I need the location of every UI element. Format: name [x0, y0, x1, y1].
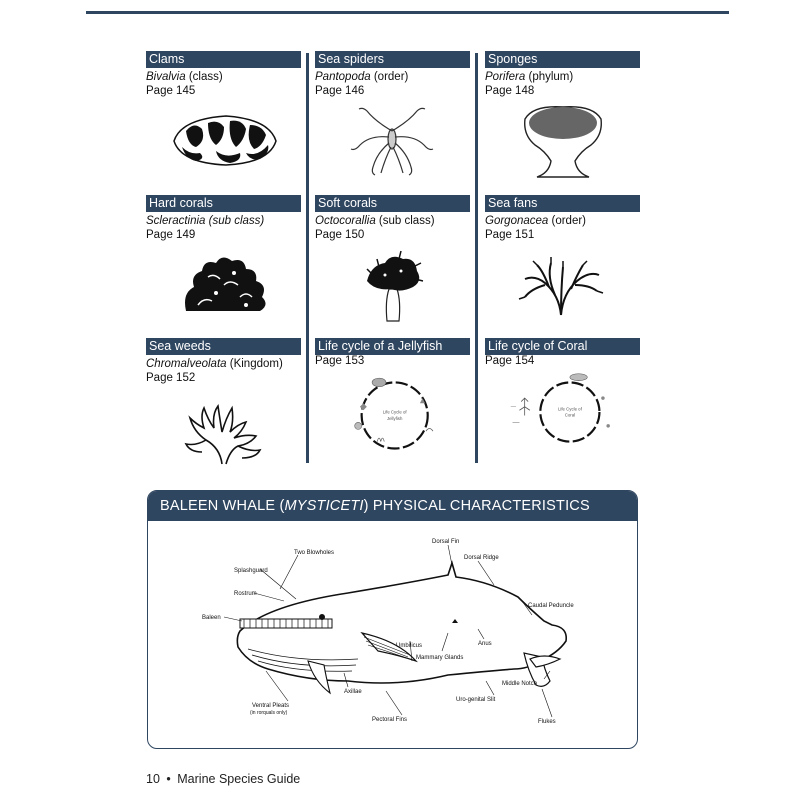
lifecycle-card-coral[interactable] [485, 338, 640, 468]
species-card-sea-spiders[interactable] [315, 51, 470, 181]
label-baleen: Baleen [202, 615, 221, 621]
card-taxonomy: Chromalveolata (Kingdom) [146, 358, 283, 370]
species-card-sea-fans[interactable] [485, 195, 640, 325]
card-page: Page 148 [485, 85, 535, 97]
card-page: Page 145 [146, 85, 196, 97]
clam-icon [146, 101, 301, 181]
card-title: Life cycle of a Jellyfish [315, 338, 470, 355]
card-page: Page 150 [315, 229, 365, 241]
column-divider-1 [306, 53, 309, 463]
species-card-sea-weeds[interactable] [146, 338, 301, 468]
card-page: Page 153 [315, 355, 365, 367]
label-caudal-peduncle: Caudal Peduncle [528, 603, 574, 609]
label-middle-notch: Middle Notch [502, 681, 538, 687]
card-title: Hard corals [146, 195, 301, 212]
page-footer [146, 772, 300, 786]
card-page: Page 152 [146, 372, 196, 384]
species-card-sponges[interactable] [485, 51, 640, 181]
label-ventral-pleats-note: (in rorquals only) [250, 710, 288, 716]
hard-coral-icon [146, 245, 301, 325]
species-card-hard-corals[interactable] [146, 195, 301, 325]
card-page: Page 149 [146, 229, 196, 241]
coral-lifecycle-label-2: Coral [564, 412, 576, 418]
label-umbilicus: Umbilicus [396, 643, 423, 649]
card-title: Soft corals [315, 195, 470, 212]
sea-spider-icon [315, 101, 470, 181]
jellyfish-lifecycle-icon [315, 372, 470, 464]
card-page: Page 154 [485, 355, 535, 367]
sea-fan-icon [485, 245, 640, 325]
card-taxonomy: Scleractinia (sub class) [146, 215, 265, 227]
coral-lifecycle-icon [485, 372, 640, 464]
card-title: Life cycle of Coral [485, 338, 640, 355]
footer-bullet: • [166, 772, 171, 786]
label-flukes: Flukes [538, 719, 556, 725]
label-ventral-pleats: Ventral Pleats [252, 703, 290, 709]
card-taxonomy: Octocorallia (sub class) [315, 215, 435, 227]
label-axillae: Axillae [344, 689, 362, 695]
column-divider-2 [475, 53, 478, 463]
page-number: 10 [146, 772, 160, 786]
label-uro-genital-slit: Uro-genital Slit [456, 697, 496, 703]
card-title: Sponges [485, 51, 640, 68]
species-card-clams[interactable] [146, 51, 301, 181]
label-two-blowholes: Two Blowholes [294, 550, 335, 556]
card-taxonomy: Bivalvia (class) [146, 71, 223, 83]
label-rostrum: Rostrum [234, 591, 257, 597]
label-mammary-glands: Mammary Glands [416, 655, 464, 661]
sponge-icon [485, 101, 640, 181]
jellyfish-lifecycle-label-2: Jellyfish [386, 415, 403, 421]
footer-title: Marine Species Guide [177, 772, 301, 786]
card-page: Page 151 [485, 229, 535, 241]
label-pectoral-fins: Pectoral Fins [372, 717, 408, 723]
lifecycle-card-jellyfish[interactable] [315, 338, 470, 468]
seaweed-icon [146, 388, 301, 468]
baleen-whale-panel [147, 490, 638, 749]
panel-title: BALEEN WHALE (MYSTICETI) PHYSICAL CHARACTERISTICS [148, 491, 637, 521]
top-rule [86, 11, 729, 14]
card-taxonomy: Gorgonacea (order) [485, 215, 587, 227]
coral-lifecycle-label: Life Cycle of [557, 406, 582, 412]
jellyfish-lifecycle-label: Life Cycle of [382, 409, 407, 415]
label-dorsal-fin: Dorsal Fin [432, 539, 460, 545]
card-title: Sea weeds [146, 338, 301, 355]
card-taxonomy: Pantopoda (order) [315, 71, 409, 83]
card-taxonomy: Porifera (phylum) [485, 71, 574, 83]
card-title: Sea spiders [315, 51, 470, 68]
card-title: Sea fans [485, 195, 640, 212]
card-page: Page 146 [315, 85, 365, 97]
label-anus: Anus [478, 641, 492, 647]
card-title: Clams [146, 51, 301, 68]
soft-coral-icon [315, 245, 470, 325]
label-splashguard: Splashguard [234, 568, 268, 574]
species-card-soft-corals[interactable] [315, 195, 470, 325]
whale-diagram [148, 521, 636, 747]
label-dorsal-ridge: Dorsal Ridge [464, 555, 499, 561]
